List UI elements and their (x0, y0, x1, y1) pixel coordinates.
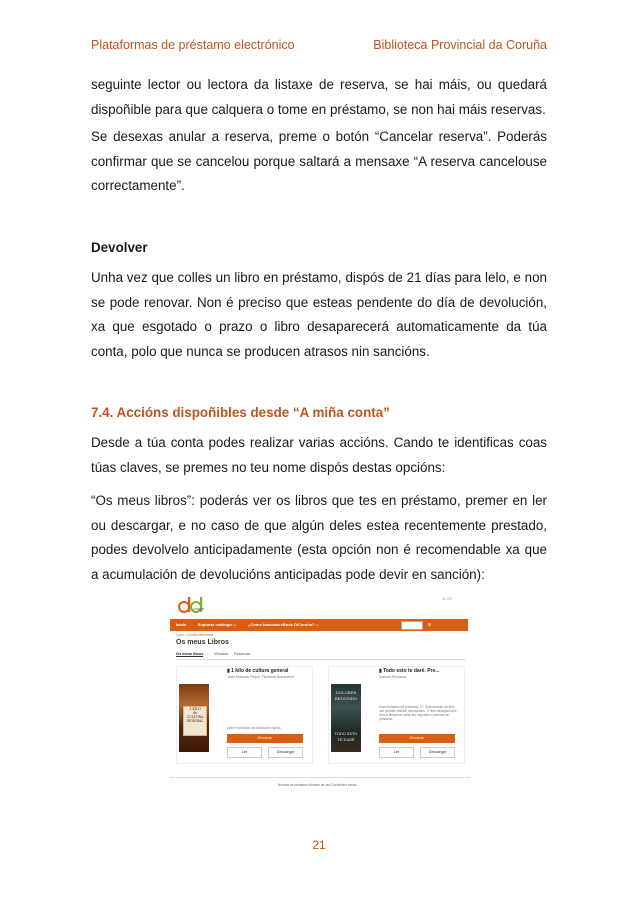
logo-text: coruña (193, 607, 204, 611)
book-card (176, 666, 313, 764)
top-navigation (170, 619, 468, 631)
breadcrumb-separator: / (184, 633, 187, 637)
breadcrumb (176, 633, 213, 637)
footer-divider (170, 777, 470, 778)
embedded-screenshot (170, 589, 470, 799)
book-note: Días restantes de préstamo: 17. Este formato de libro non permite realizar devolucións. O libro desaparecerá da túa biblioteca unha vez esgotado o período de préstamo. (379, 705, 457, 721)
breadcrumb-home[interactable]: Inicio (176, 633, 185, 637)
language-switch[interactable]: GL ES (441, 597, 452, 601)
nav-home[interactable]: Inicio (176, 622, 187, 627)
book-cover[interactable]: 1 KILO de CULTURA GENERAL (179, 684, 209, 752)
search-icon[interactable]: ⚲ (428, 622, 431, 627)
book-cover[interactable]: DOLORES REDONDO TODO ESTO TE DARÉ (331, 684, 361, 752)
book-author: Jean-François Flepin, Floreince Braunstein (227, 675, 294, 679)
return-button[interactable]: Devolver (227, 734, 303, 743)
book-title[interactable]: ▮ 1 kilo de cultura general (227, 668, 289, 674)
header-right: Biblioteca Provincial da Coruña (373, 38, 547, 52)
breadcrumb-current: A miña biblioteca (186, 633, 214, 637)
tab-reservations[interactable]: Reservas (234, 652, 251, 656)
header-left: Plataformas de préstamo electrónico (91, 38, 295, 52)
read-button[interactable]: Ler (227, 747, 262, 758)
book-card (328, 666, 465, 764)
nav-explore[interactable]: Explorar catálogo ⌵ (198, 622, 236, 627)
download-button[interactable]: Descargar (420, 747, 455, 758)
search-input[interactable] (401, 621, 423, 630)
page-title: Os meus Libros (176, 639, 229, 646)
ebiblio-logo (176, 595, 210, 615)
tab-watched[interactable]: Vixiadas (214, 652, 229, 656)
tab-my-books[interactable]: Os meus libros (176, 652, 204, 656)
book-note: Libro en período de devolución rápida (227, 726, 281, 730)
paragraph-reserve-continued: seguinte lector ou lectora da listaxe de reserva, se hai máis, ou quedará dispoñible para que calquera o tome en préstamo, se non hai máis reservas. (91, 77, 547, 117)
footer-links[interactable]: Normas de préstamo Normas de uso Condicións xerais (278, 783, 357, 787)
paragraph-my-books: “Os meus libros”: poderás ver os libros que tes en préstamo, premer en ler ou descargar, e no caso de que algún deles estea recentemente prestado, podes devolvelo anticipadamente (esta opción non é recomendable xa que a acumulación de devolucións anticipadas pode devir en sanción): (91, 493, 547, 582)
paragraph-return: Unha vez que colles un libro en préstamo, dispós de 21 días para lelo, e non se pode renovar. Non é preciso que esteas pendente do día de devolución, xa que esgotado o prazo o libro desaparecerá automaticamente da túa conta, polo que nunca se producen atrasos nin sancións. (91, 270, 547, 359)
nav-how-it-works[interactable]: ¿Como funciona eBook DiCoruña? ⌵ (248, 622, 319, 627)
read-button[interactable]: Ler (379, 747, 414, 758)
return-button[interactable]: Devolver (379, 734, 455, 743)
book-author: Dolores Redondo (379, 675, 407, 679)
book-title[interactable]: ▮ Todo esto te daré. Pre... (379, 668, 440, 674)
paragraph-cancel-reserve: Se desexas anular a reserva, preme o botón “Cancelar reserva”. Poderás confirmar que se cancelou porque saltará a mensaxe “A reserva cancelouse correctamente”. (91, 129, 547, 193)
paragraph-account-actions: Desde a túa conta podes realizar varias accións. Cando te identificas coas túas claves, se premes no teu nome dispós destas opcións: (91, 435, 547, 475)
section-heading: 7.4. Accións dispoñibles desde “A miña conta” (91, 405, 390, 420)
heading-devolver: Devolver (91, 240, 148, 255)
page-number: 21 (312, 838, 326, 852)
tabs (176, 651, 466, 660)
download-button[interactable]: Descargar (268, 747, 303, 758)
